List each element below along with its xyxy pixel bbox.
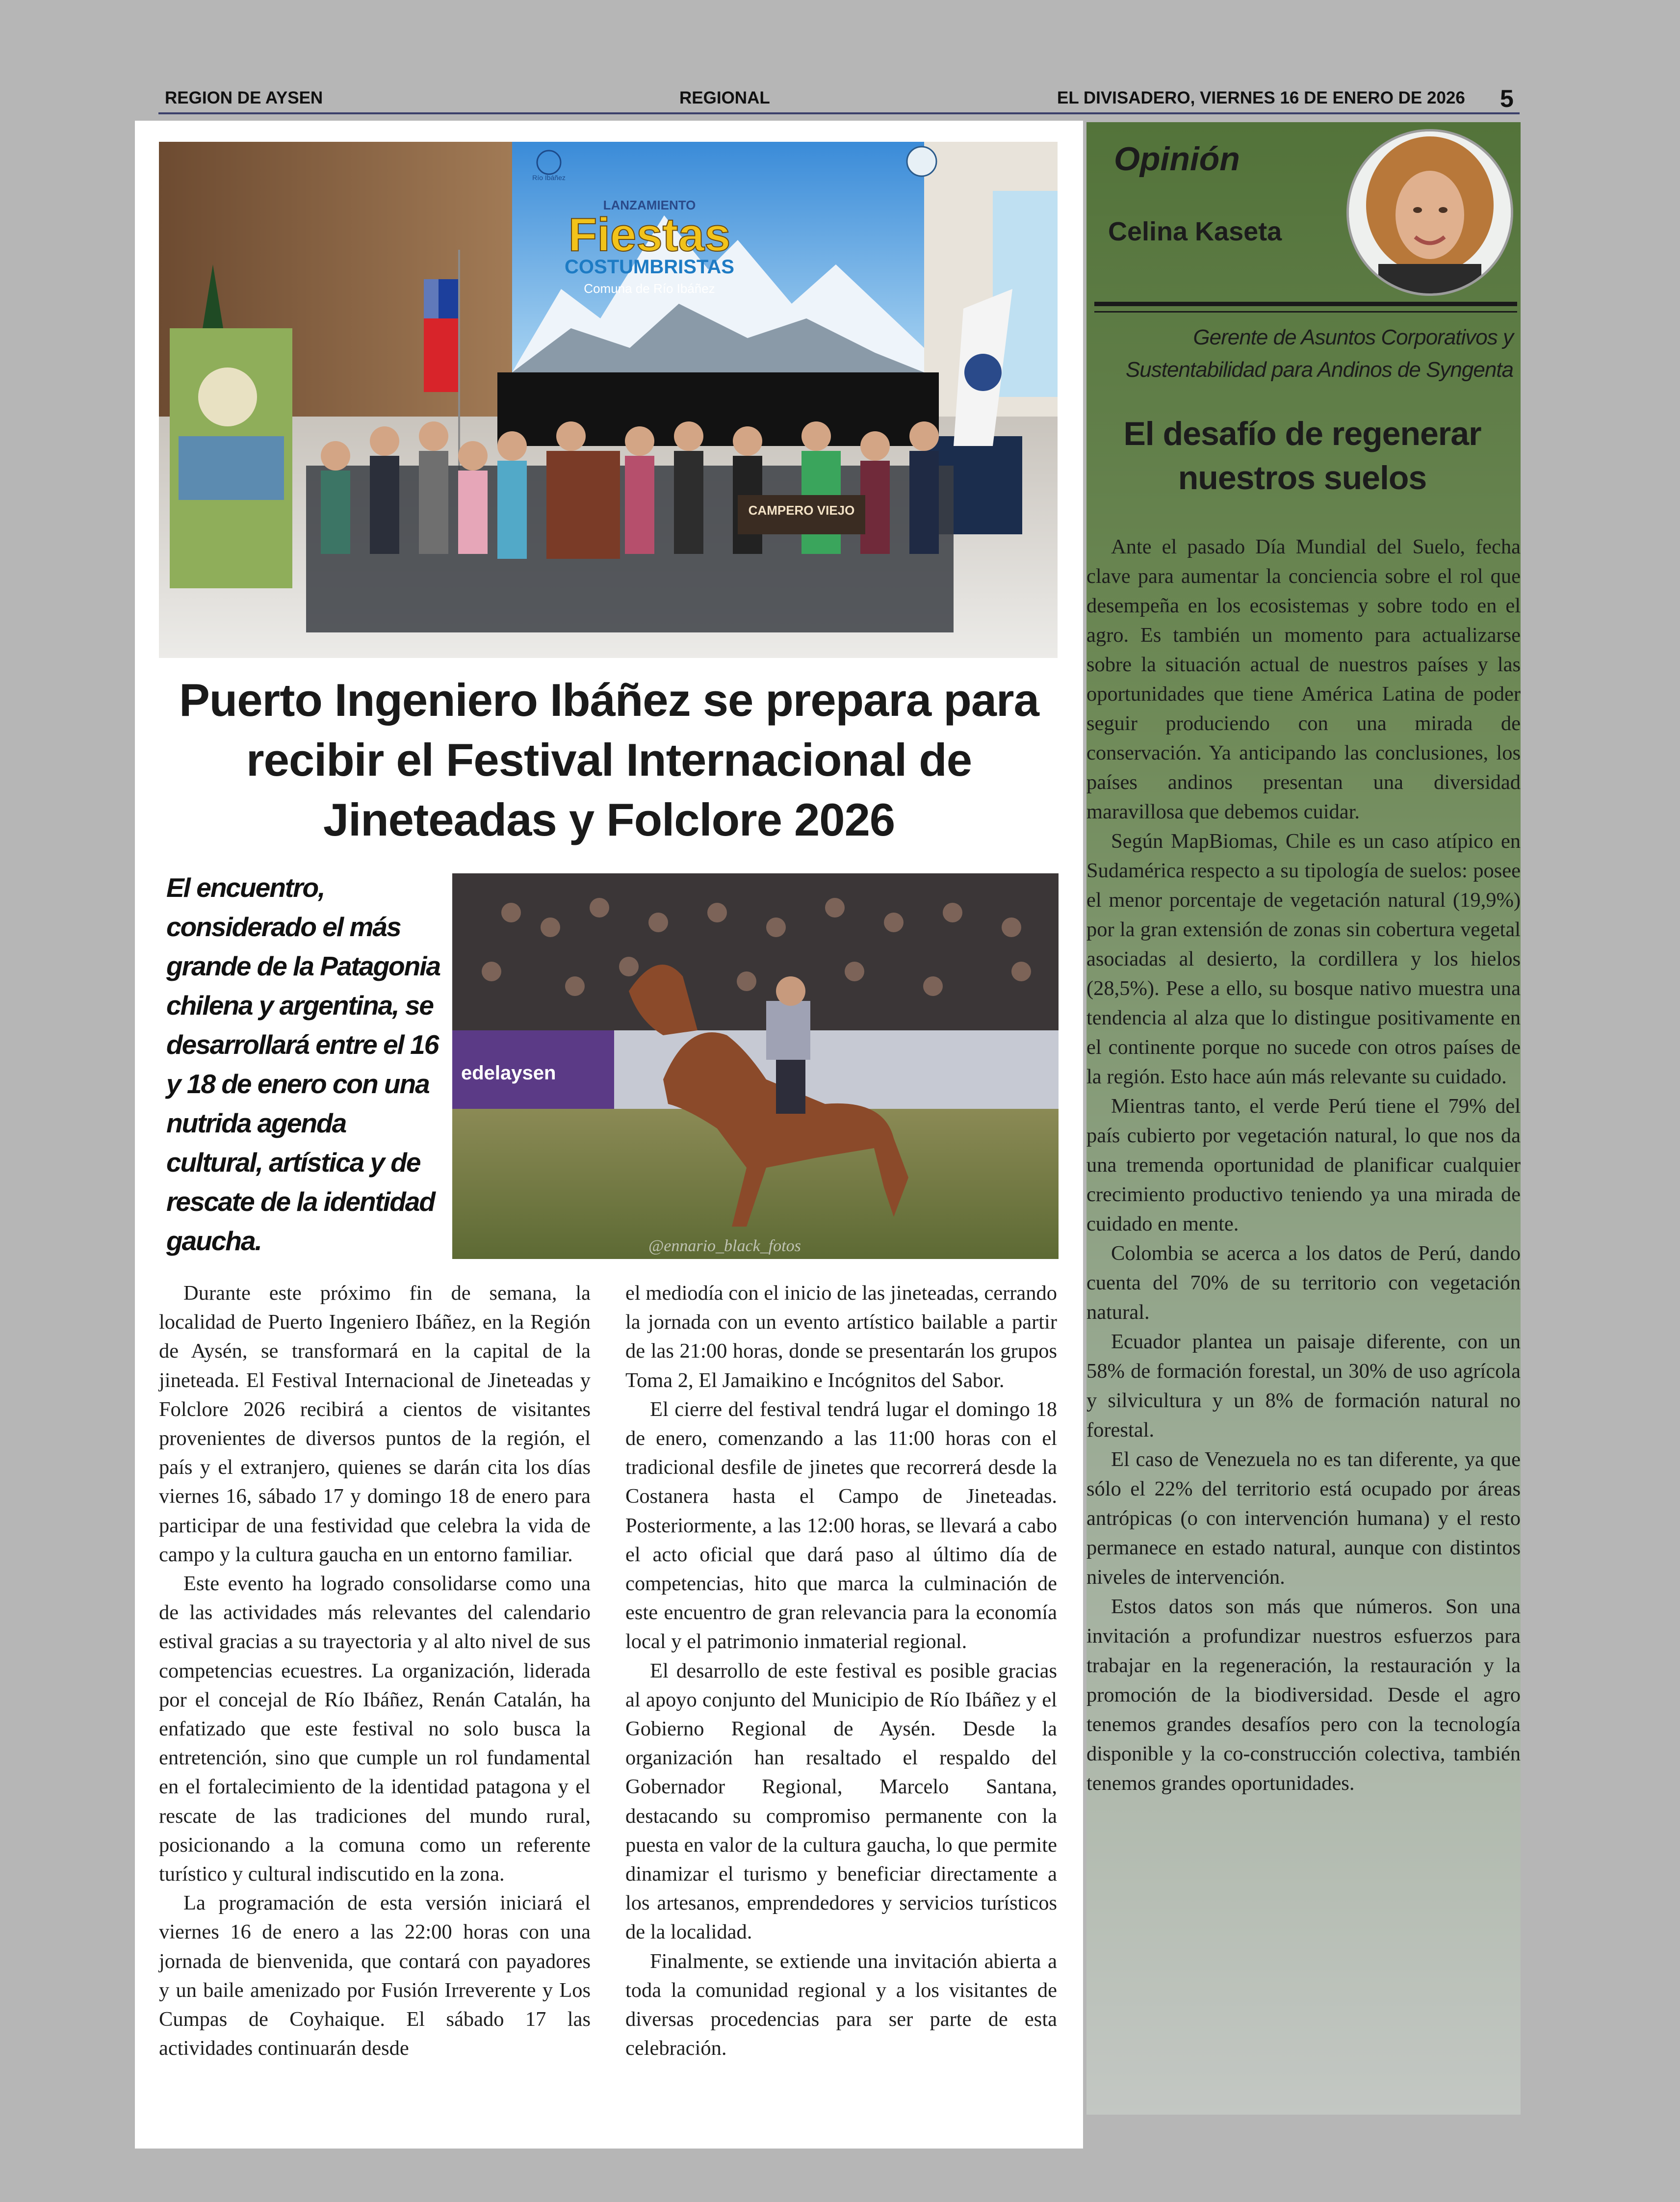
author-portrait-svg <box>1349 131 1511 293</box>
opinion-paragraph: Según MapBiomas, Chile es un caso atípico en Sudamérica respecto a su tipología de suelos: posee el menor porcentaje de vegetación natural (19,9%) por la gran extensión de zonas sin cobertura vegetal asociadas al desierto, la cordillera y los hielos (28,5%). Pese a ello, su bosque nativo muestra una tendencia al alza que lo distingue positivamente en el continente porque no sucede con otros países de la región. Esto hace aún más relevante su cuidado. <box>1086 830 1521 1088</box>
header-dateline: EL DIVISADERO, VIERNES 16 DE ENERO DE 2026 <box>1057 88 1465 107</box>
banner-logo-text: Río Ibáñez <box>532 174 566 182</box>
article-paragraph: Finalmente, se extiende una invitación abierta a toda la comunidad regional y a los visitantes de diversas procedencias para ser parte de esta celebración. <box>625 1949 1057 2060</box>
main-article <box>135 121 1083 2149</box>
event-group-photo-svg <box>159 142 1058 658</box>
author-portrait <box>1346 129 1513 296</box>
banner-line-2: Fiestas <box>568 209 731 261</box>
opinion-divider-thick <box>1094 302 1517 306</box>
article-paragraph: La programación de esta versión iniciará el viernes 16 de enero a las 22:00 horas con una jornada de bienvenida, que contará con payadores y un baile amenizado por Fusión Irreverente y Los Cumpas de Coyhaique. El sábado 17 las actividades continuarán desde <box>159 1891 591 2060</box>
opinion-title: El desafío de regenerar nuestros suelos <box>1123 415 1481 497</box>
banner-line-3: COSTUMBRISTAS <box>565 256 734 278</box>
page-number: 5 <box>1500 85 1514 112</box>
header-rule <box>158 112 1520 114</box>
banner-line-1: LANZAMIENTO <box>603 198 696 212</box>
page-header <box>162 84 1521 116</box>
article-column-1 <box>159 1279 591 2063</box>
author-role: Gerente de Asuntos Corporativos y Sustentabilidad para Andinos de Syngenta <box>1125 325 1513 382</box>
event-group-photo <box>159 142 1058 658</box>
opinion-sidebar <box>1086 122 1521 2115</box>
article-paragraph: el mediodía con el inicio de las jineteadas, cerrando la jornada con un evento artístico bailable a partir de las 21:00 horas, donde se presentarán los grupos Toma 2, El Jamaikino e Incógnitos del Sabor. <box>625 1282 1057 1392</box>
edelaysen-sign: edelaysen <box>461 1062 556 1084</box>
photo-watermark: @ennario_black_fotos <box>648 1237 801 1255</box>
banner-line-4: Comuna de Río Ibáñez <box>584 281 715 296</box>
article-paragraph: Este evento ha logrado consolidarse como una de las actividades más relevantes del calendario estival gracias a su trayectoria y al alto nivel de sus competencias ecuestres. La organización, liderada por el concejal de Río Ibáñez, Renán Catalán, ha enfatizado que este festival no solo busca la entretención, sino que cumple un rol fundamental en el fortalecimiento de la identidad patagona y el rescate de las tradiciones del mundo rural, posicionando a la comuna como un referente turístico y cultural indiscutido en la zona. <box>159 1572 591 1886</box>
campero-viejo-flag-text: CAMPERO VIEJO <box>748 503 855 518</box>
opinion-paragraph: Ecuador plantea un paisaje diferente, con un 58% de formación forestal, un 30% de uso agrícola y silvicultura y un 8% de formación natural no forestal. <box>1086 1330 1521 1442</box>
article-paragraph: El desarrollo de este festival es posible gracias al apoyo conjunto del Municipio de Río Ibáñez y el Gobierno Regional de Aysén. Desde la organización han resaltado el respaldo del Gobernador Regional, Marcelo Santana, destacando su compromiso permanente con la puesta en valor de la cultura gaucha, lo que permite dinamizar el turismo y beneficiar directamente a los artesanos, emprendedores y servicios turísticos de la localidad. <box>625 1659 1057 1944</box>
header-section: REGIONAL <box>679 88 770 107</box>
headline: Puerto Ingeniero Ibáñez se prepara para recibir el Festival Internacional de Jineteadas y Folclore 2026 <box>179 674 1039 845</box>
opinion-paragraph: Mientras tanto, el verde Perú tiene el 79% del país cubierto por vegetación natural, lo que nos da una tremenda oportunidad de planificar cualquier crecimiento productivo teniendo ya una mirada de cuidado en mente. <box>1086 1095 1521 1235</box>
opinion-label: Opinión <box>1114 140 1240 178</box>
opinion-author: Celina Kaseta <box>1108 217 1282 246</box>
rodeo-photo-svg <box>452 873 1059 1259</box>
opinion-paragraph: El caso de Venezuela no es tan diferente, ya que sólo el 22% del territorio está ocupado por áreas antrópicas (o con intervención humana) y el resto permanece en estado natural, aunque con distintos niveles de intervención. <box>1086 1448 1521 1589</box>
opinion-paragraph: Colombia se acerca a los datos de Perú, dando cuenta del 70% de su territorio con vegetación natural. <box>1086 1242 1521 1324</box>
opinion-paragraph: Estos datos son más que números. Son una invitación a profundizar nuestros esfuerzos para trabajar en la regeneración, la restauración y la promoción de la biodiversidad. Desde el agro tenemos grandes desafíos pero con la tecnología disponible y la co-construcción colectiva, también tenemos grandes oportunidades. <box>1086 1595 1521 1795</box>
header-region: REGION DE AYSEN <box>165 88 323 107</box>
opinion-body <box>1086 532 1521 1798</box>
article-paragraph: Durante este próximo fin de semana, la localidad de Puerto Ingeniero Ibáñez, en la Región de Aysén, se transformará en la capital de la jineteada. El Festival Internacional de Jineteadas y Folclore 2026 recibirá a cientos de visitantes provenientes de diversos puntos de la región, el país y el extranjero, quienes se darán cita los días viernes 16, sábado 17 y domingo 18 de enero para participar de una festividad que celebra la vida de campo y la cultura gaucha en un entorno familiar. <box>159 1282 591 1566</box>
article-paragraph: El cierre del festival tendrá lugar el domingo 18 de enero, comenzando a las 11:00 horas con el tradicional desfile de jinetes que recorrerá desde la Costanera hasta el Campo de Jineteadas. Posteriormente, a las 12:00 horas, se llevará a cabo el acto oficial que dará paso al último día de competencias, hito que marca la culminación de este encuentro de gran relevancia para la economía local y el patrimonio inmaterial regional. <box>625 1397 1057 1653</box>
lead-paragraph: El encuentro, considerado el más grande de la Patagonia chilena y argentina, se desarrollará entre el 16 y 18 de enero con una nutrida agenda cultural, artística y de rescate de la identidad gaucha. <box>166 872 440 1256</box>
opinion-divider-thin <box>1094 311 1517 313</box>
opinion-paragraph: Ante el pasado Día Mundial del Suelo, fecha clave para aumentar la conciencia sobre el rol que desempeña en los ecosistemas y sobre todo en el agro. Es también un momento para actualizarse sobre la situación actual de nuestros países y las oportunidades que tiene América Latina de poder seguir produciendo con una mirada de conservación. Ya anticipando las conclusiones, los países andinos presentan una diversidad maravillosa que debemos cuidar. <box>1086 535 1521 823</box>
rodeo-photo <box>452 873 1059 1259</box>
article-column-2 <box>625 1279 1057 2063</box>
